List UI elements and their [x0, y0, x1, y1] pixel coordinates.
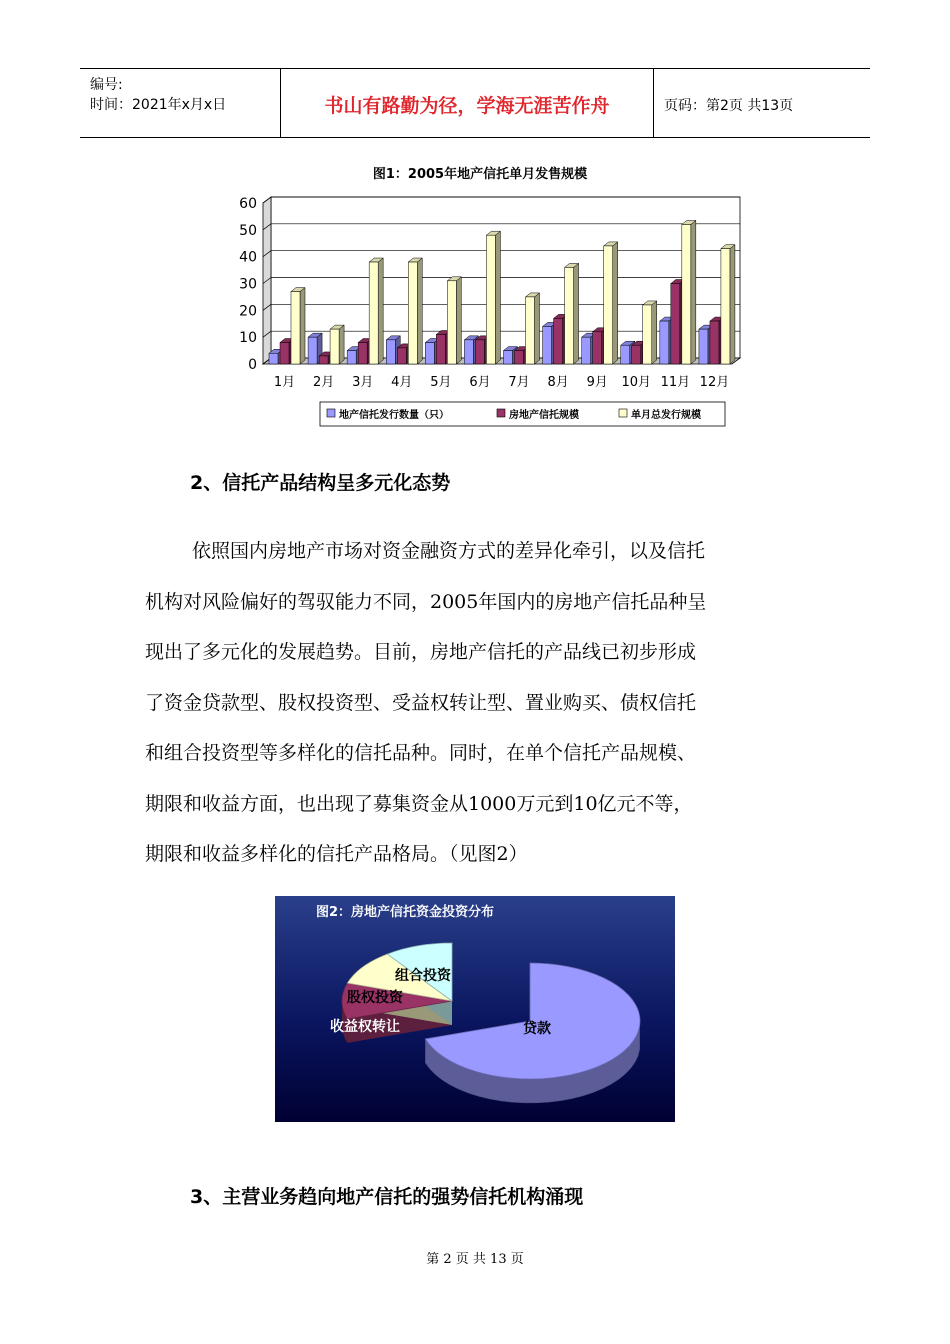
- bar: [397, 348, 406, 364]
- paragraph-line: 期限和收益方面，也出现了募集资金从1000万元到10亿元不等，: [145, 792, 693, 815]
- x-tick-label: 1月: [273, 375, 296, 390]
- bar: [308, 337, 317, 364]
- bar: [643, 305, 652, 364]
- x-tick-label: 11月: [660, 375, 691, 390]
- legend-swatch: [619, 409, 627, 417]
- bar-side: [691, 220, 696, 364]
- header-motto: 书山有路勤为径，学海无涯苦作舟: [324, 95, 610, 117]
- legend-label: 房地产信托规模: [509, 410, 579, 421]
- x-tick-label: 12月: [699, 375, 730, 390]
- bar: [330, 329, 339, 364]
- bar: [565, 267, 574, 364]
- chart-legend: [320, 402, 725, 426]
- page-footer: 第 2 页 共 13 页: [426, 1252, 524, 1267]
- bar: [621, 345, 630, 364]
- bar: [347, 351, 356, 364]
- y-tick-label: 40: [239, 249, 257, 266]
- pie-label: 股权投资: [347, 990, 403, 1006]
- bar: [582, 337, 591, 364]
- bar: [699, 329, 708, 364]
- bar-side: [652, 301, 657, 364]
- paragraph-line: 和组合投资型等多样化的信托品种。同时，在单个信托产品规模、: [145, 742, 697, 764]
- bar: [554, 318, 563, 364]
- bar-side: [339, 325, 344, 364]
- bar-side: [495, 231, 500, 364]
- x-tick-label: 3月: [352, 375, 374, 390]
- header-number-label: 编号:: [90, 77, 123, 93]
- bar: [671, 284, 680, 365]
- bar: [447, 281, 456, 364]
- page-header: [80, 68, 870, 138]
- pie-label: 收益权转让: [330, 1019, 400, 1035]
- bar: [593, 332, 602, 364]
- bar: [291, 292, 300, 364]
- header-motto-cell: [281, 69, 654, 137]
- chart-title: 图1：2005年地产信托单月发售规模: [372, 167, 588, 182]
- bar: [682, 224, 691, 364]
- bar-side: [456, 277, 461, 364]
- y-tick-label: 60: [239, 196, 257, 212]
- y-tick-label: 30: [239, 276, 257, 293]
- bar: [710, 321, 719, 364]
- paragraph-line: 依照国内房地产市场对资金融资方式的差异化牵引，以及信托: [192, 540, 706, 562]
- paragraph-line: 现出了多元化的发展趋势。目前，房地产信托的产品线已初步形成: [145, 641, 697, 663]
- bar-side: [417, 258, 422, 364]
- bar: [408, 262, 417, 364]
- bar: [464, 340, 473, 364]
- bar: [632, 345, 641, 364]
- bar: [660, 321, 669, 364]
- legend-swatch: [327, 409, 335, 417]
- bar: [319, 356, 328, 364]
- pie-label: 组合投资: [395, 968, 451, 984]
- bar: [475, 340, 484, 364]
- bar-side: [378, 258, 383, 364]
- bar: [515, 351, 524, 364]
- x-tick-label: 4月: [391, 375, 413, 390]
- bar: [504, 351, 513, 364]
- bar-side: [574, 263, 579, 364]
- x-tick-label: 6月: [469, 375, 491, 390]
- y-tick-label: 20: [239, 303, 257, 320]
- header-page-label: 页码：第2页 共13页: [664, 98, 794, 114]
- bar: [269, 353, 278, 364]
- paragraph-line: 机构对风险偏好的驾驭能力不同，2005年国内的房地产信托品种呈: [145, 590, 707, 613]
- bar: [436, 334, 445, 364]
- bar: [526, 297, 535, 364]
- x-tick-label: 7月: [508, 375, 530, 390]
- pie-label: 贷款: [523, 1021, 551, 1037]
- legend-swatch: [497, 409, 505, 417]
- x-tick-label: 9月: [586, 375, 608, 390]
- bar-side: [300, 288, 305, 364]
- paragraph-line: 了资金贷款型、股权投资型、受益权转让型、置业购买、债权信托: [145, 691, 697, 714]
- bar: [386, 340, 395, 364]
- bar: [369, 262, 378, 364]
- figure-1-bar-chart: [205, 158, 755, 430]
- bar: [543, 326, 552, 364]
- bar: [721, 249, 730, 364]
- figure-2-pie-chart: [275, 896, 675, 1122]
- y-tick-label: 50: [239, 222, 257, 239]
- x-tick-label: 8月: [547, 375, 569, 390]
- x-tick-label: 10月: [621, 375, 652, 390]
- section-2-heading: 2、信托产品结构呈多元化态势: [190, 472, 451, 494]
- y-tick-label: 0: [248, 357, 257, 373]
- header-info-cell: [80, 69, 281, 137]
- bar-side: [535, 293, 540, 364]
- legend-label: 地产信托发行数量（只）: [339, 410, 449, 421]
- bar-side: [730, 245, 735, 364]
- bar: [604, 246, 613, 364]
- bar: [358, 343, 367, 364]
- y-axis-ticks: [239, 196, 257, 373]
- legend-label: 单月总发行规模: [631, 410, 701, 421]
- paragraph-line: 期限和收益多样化的信托产品格局。（见图2）: [145, 843, 528, 865]
- bar: [486, 235, 495, 364]
- bar: [425, 343, 434, 364]
- chart-title: 图2：房地产信托资金投资分布: [315, 905, 495, 920]
- section-2-paragraph: [145, 526, 805, 880]
- x-axis-labels: [274, 375, 729, 390]
- y-tick-label: 10: [239, 330, 257, 347]
- header-date-label: 时间：2021年x月x日: [90, 97, 227, 113]
- x-tick-label: 2月: [312, 375, 335, 390]
- bar-side: [613, 242, 618, 364]
- section-3-heading: 3、主营业务趋向地产信托的强势信托机构涌现: [190, 1186, 584, 1208]
- bar: [280, 343, 289, 364]
- x-tick-label: 5月: [430, 375, 452, 390]
